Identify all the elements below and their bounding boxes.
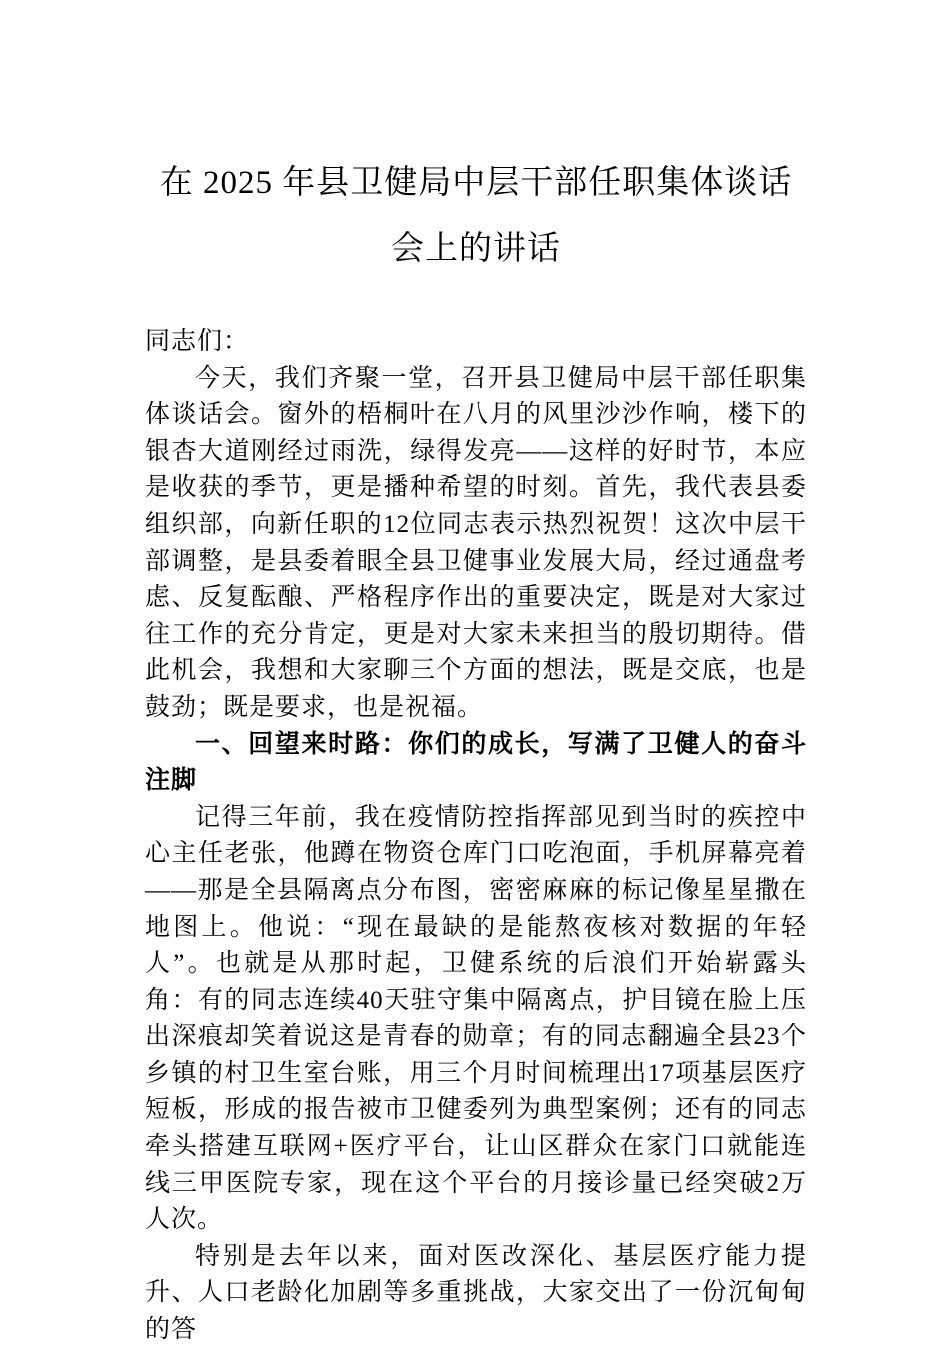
document-title-line-1: 在 2025 年县卫健局中层干部任职集体谈话 [159, 165, 793, 201]
paragraph: 今天，我们齐聚一堂，召开县卫健局中层干部任职集体谈话会。窗外的梧桐叶在八月的风里沙沙作响，楼下的银杏大道刚经过雨洗，绿得发亮——这样的好时节，本应是收获的季节，更是播种希望的时刻。首先，我代表县委组织部，向新任职的12位同志表示热烈祝贺！这次中层干部调整，是县委着眼全县卫健事业发展大局，经过通盘考虑、反复酝酿、严格程序作出的重要决定，既是对大家过往工作的充分肯定，更是对大家未来担当的殷切期待。借此机会，我想和大家聊三个方面的想法，既是交底，也是鼓劲；既是要求，也是祝福。 [145, 364, 807, 721]
paragraph: 记得三年前，我在疫情防控指挥部见到当时的疾控中心主任老张，他蹲在物资仓库门口吃泡面，手机屏幕亮着——那是全县隔离点分布图，密密麻麻的标记像星星撒在地图上。他说：“现在最缺的是能熬夜核对数据的年轻人”。也就是从那时起，卫健系统的后浪们开始崭露头角：有的同志连续40天驻守集中隔离点，护目镜在脸上压出深痕却笑着说这是青春的勋章；有的同志翻遍全县23个乡镇的村卫生室台账，用三个月时间梳理出17项基层医疗短板，形成的报告被市卫健委列为典型案例；还有的同志牵头搭建互联网+医疗平台，让山区群众在家门口就能连线三甲医院专家，现在这个平台的月接诊量已经突破2万人次。 [145, 803, 807, 1234]
document-title-line-2: 会上的讲话 [391, 231, 561, 267]
paragraph-salutation: 同志们： [145, 328, 250, 355]
document-body [145, 324, 807, 1349]
paragraph: 特别是去年以来，面对医改深化、基层医疗能力提升、人口老龄化加剧等多重挑战，大家交出了一份沉甸甸的答 [145, 1242, 807, 1344]
section-heading: 一、回望来时路：你们的成长，写满了卫健人的奋斗注脚 [145, 730, 807, 795]
document-title [145, 150, 807, 282]
